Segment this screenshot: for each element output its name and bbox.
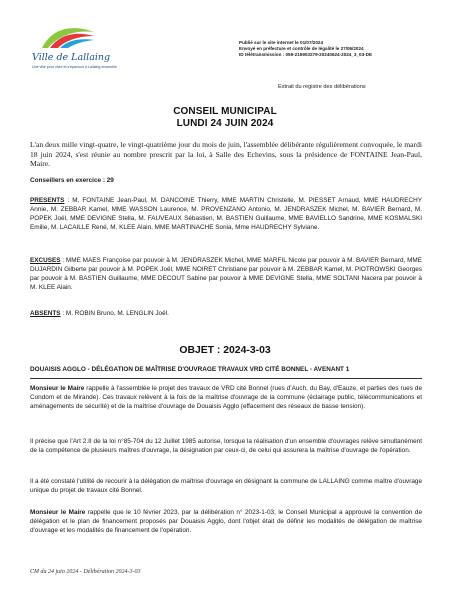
paragraph-text: rappelle que le 10 février 2023, par la délibération n° 2023-1-03, le Conseil Municipal a approuvé la convention de délégation et le plan de financement proposés par Douaisis Agglo, dont l'objet était de définir les modalités de délégation de maîtrise d'ouvrage et les modalités de financement de l'opération. (30, 509, 422, 534)
paragraph-2 (30, 438, 422, 456)
absents-label: ABSENTS (30, 310, 61, 317)
intro-paragraph: L'an deux mille vingt-quatre, le vingt-quatrième jour du mois de juin, l'assemblée délibérante régulièrement convoquée, le mardi 18 juin 2024, s'est réunie au nombre prescrit par la loi, à Salle des Echevins, sous la présidence de FONTAINE Jean-Paul, Maire. (30, 140, 422, 169)
paragraph-1 (30, 385, 422, 412)
presents-label: PRESENTS (30, 197, 65, 204)
absents-paragraph (30, 310, 422, 319)
divider (30, 378, 422, 379)
meeting-date: LUNDI 24 JUIN 2024 (176, 118, 274, 129)
city-logo (30, 22, 135, 77)
paragraph-text: rappelle à l'assemblée le projet des travaux de VRD cité Bonnel (rues d'Auch, du Bay, d'Eauze, et parties des rues de Condom et de Mirande). Ces travaux relèvent à la fois de la maîtrise d'ouvrage de la commune (éclairage public, télécommunications et aménagements de sécurité) et de la maîtrise d'ouvrage de Douaisis Agglo (effacement des réseaux de basse tension). (30, 385, 422, 410)
prefecture-stamp (239, 40, 372, 59)
logo-tagline: Une ville pour vivre et s'épanouir à Lallaing ensemble (32, 65, 117, 69)
council-title: CONSEIL MUNICIPAL (173, 106, 277, 117)
extract-label: Extrait du registre des délibérations (278, 84, 366, 90)
excuses-paragraph (30, 257, 422, 293)
paragraph-lead: Monsieur le Maire (30, 385, 85, 392)
councillors-count (30, 177, 422, 186)
paragraph-text: Il a été constaté l'utilité de recourir à la délégation de maîtrise d'ouvrage en désignant la commune de LALLAING comme maître d'ouvrage unique du projet de travaux cité Bonnel. (30, 478, 422, 494)
councillors-label: Conseillers en exercice : (30, 177, 105, 184)
presents-list: : M. FONTAINE Jean-Paul, M. DANCOINE Thierry, MME MARTIN Christelle, M. PIESSET Arnaud, MME HAUDRECHY Annie, M. ZEBBAR Kamel, MME WASSON Laurence, M. PROVENZANO Antonio, M. JENDRASZEK Michel, M. BAVIER Bernard, M. POPEK Joël, MME DEVIGNE Stella, M. FAUVEAUX Sébastien, M. BASTIEN Guillaume, MME BAVIELLO Sandrine, MME KOSMALSKI Emilie, M. LACAILLE René, M. KLEE Alain, MME MARTINACHE Sonia, Mme HAUDRECHY Sylviane. (30, 197, 422, 231)
stamp-line: Publié sur le site internet le 01/07/2024 (239, 40, 324, 45)
absents-list: : M. ROBIN Bruno, M. LENGLIN Joël. (60, 310, 169, 317)
presents-paragraph (30, 197, 422, 233)
stamp-line: ID télétransmission : 059-215903279-20240624-2024_3_03-DE (239, 52, 373, 58)
paragraph-3 (30, 478, 422, 496)
objet-heading: OBJET : 2024-3-03 (179, 345, 271, 356)
paragraph-4 (30, 509, 422, 536)
stamp-line: Envoyé en préfecture et contrôle de légalité le 27/06/2024 (239, 46, 364, 52)
councillors-value: 29 (106, 177, 114, 184)
paragraph-lead: Monsieur le Maire (30, 509, 86, 516)
excuses-label: EXCUSES (30, 257, 61, 264)
page-footer: CM du 24 juin 2024 - Délibération 2024-3-03 (30, 569, 141, 575)
logo-name: Ville de Lallaing (32, 52, 111, 63)
paragraph-text: Il précise que l'Art 2.II de la loi n°85-704 du 12 Juillet 1985 autorise, lorsque la réalisation d'un ensemble d'ouvrages relève simultanément de la compétence de plusieurs maîtres d'ouvrage, la désignation par ceux-ci, de celui qui assurera la maîtrise d'ouvrage de l'opération. (30, 438, 422, 454)
subject-heading: DOUAISIS AGGLO - DÉLÉGATION DE MAÎTRISE D'OUVRAGE TRAVAUX VRD CITÉ BONNEL - AVENANT 1 (30, 366, 350, 373)
logo-swoosh-icon (38, 22, 98, 52)
excuses-list: : MME MAES Françoise par pouvoir à M. JENDRASZEK Michel, MME MARFIL Nicole par pouvoir à M. BAVIER Bernard, MME DUJARDIN Gilberte par pouvoir à M. POPEK Joël, MME NOIRET Christiane par pouvoir à M. ZEBBAR Kamel, M. PIOTROWSKI Georges par pouvoir à M. BASTIEN Guillaume, MME DECOUT Sabine par pouvoir à MME DEVIGNE Stella, MME SOLTANI Nacera par pouvoir à M. KLEE Alain. (30, 257, 422, 291)
